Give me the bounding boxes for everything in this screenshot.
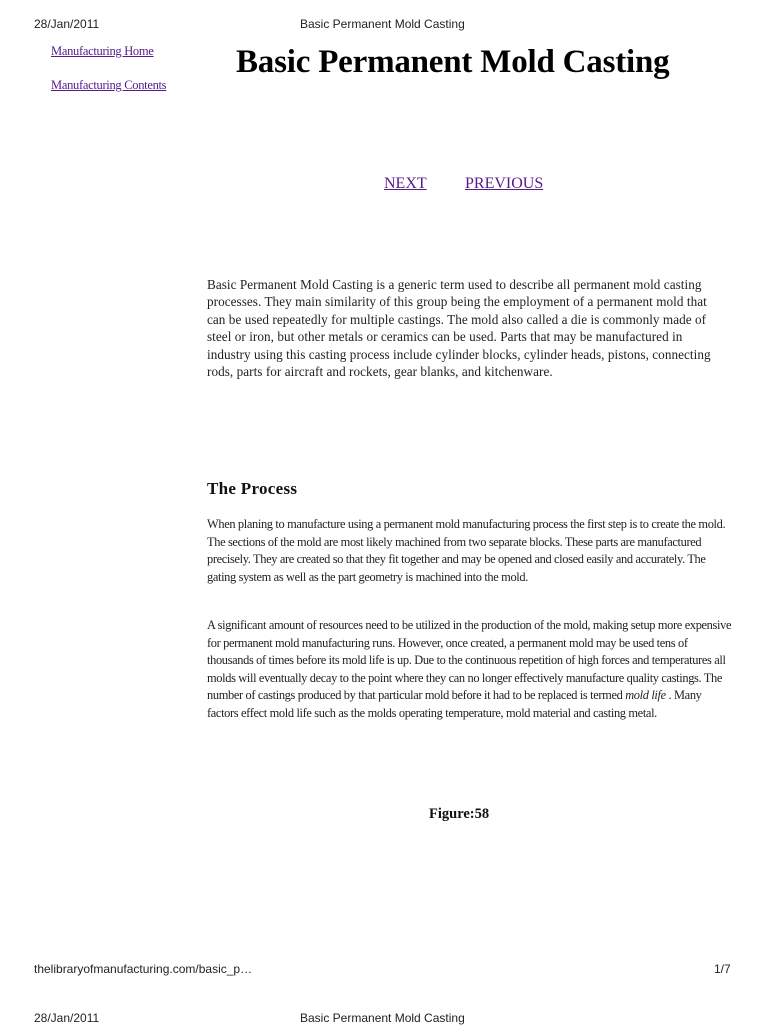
next-page-header-title: Basic Permanent Mold Casting — [300, 1011, 465, 1025]
figure-caption: Figure:58 — [429, 806, 490, 822]
next-link[interactable]: NEXT — [384, 175, 427, 192]
process-paragraph-2-tail: . Many factors effect mold life such as the molds operating temperature, mold material and casting metal. — [207, 688, 702, 720]
intro-paragraph: Basic Permanent Mold Casting is a generic term used to describe all permanent mold casting processes. They main similarity of this group being the employment of a permanent mold that can be used repeatedly for multiple castings. The mold also called a die is commonly made of steel or iron, but other metals or ceramics can be used. Parts that may be manufactured in industry using this casting process include cylinder blocks, cylinder heads, pistons, connecting rods, parts for aircraft and rockets, gear blanks, and kitchenware. — [207, 277, 711, 380]
process-paragraph-2 — [207, 617, 732, 722]
print-footer-url: thelibraryofmanufacturing.com/basic_p… — [34, 962, 253, 976]
manufacturing-home-link[interactable]: Manufacturing Home — [51, 44, 154, 58]
print-header-date: 28/Jan/2011 — [34, 17, 100, 31]
previous-link[interactable]: PREVIOUS — [465, 175, 544, 192]
section-heading-process: The Process — [207, 479, 298, 498]
page-title: Basic Permanent Mold Casting — [236, 44, 670, 80]
process-paragraph-2-text: A significant amount of resources need to be utilized in the production of the mold, making setup more expensive for permanent mold manufacturing runs. However, once created, a permanent mold may be used tens of thousands of times before its mold life is up. Due to the continuous repetition of high forces and temperatures all molds will eventually decay to the point where they can no longer effectively manufacture quality castings. The number of castings produced by that particular mold before it had to be replaced is termed — [207, 618, 732, 702]
mold-life-term: mold life — [625, 688, 666, 702]
process-paragraph-1: When planing to manufacture using a permanent mold manufacturing process the first step is to create the mold. The sections of the mold are most likely machined from two separate blocks. These parts are manufactured precisely. They are created so that they fit together and may be opened and closed easily and accurately. The gating system as well as the part geometry is machined into the mold. — [207, 517, 726, 584]
manufacturing-contents-link[interactable]: Manufacturing Contents — [51, 78, 167, 92]
print-header-title: Basic Permanent Mold Casting — [300, 17, 465, 31]
print-footer-page-number: 1/7 — [714, 962, 731, 976]
next-page-header-date: 28/Jan/2011 — [34, 1011, 100, 1025]
